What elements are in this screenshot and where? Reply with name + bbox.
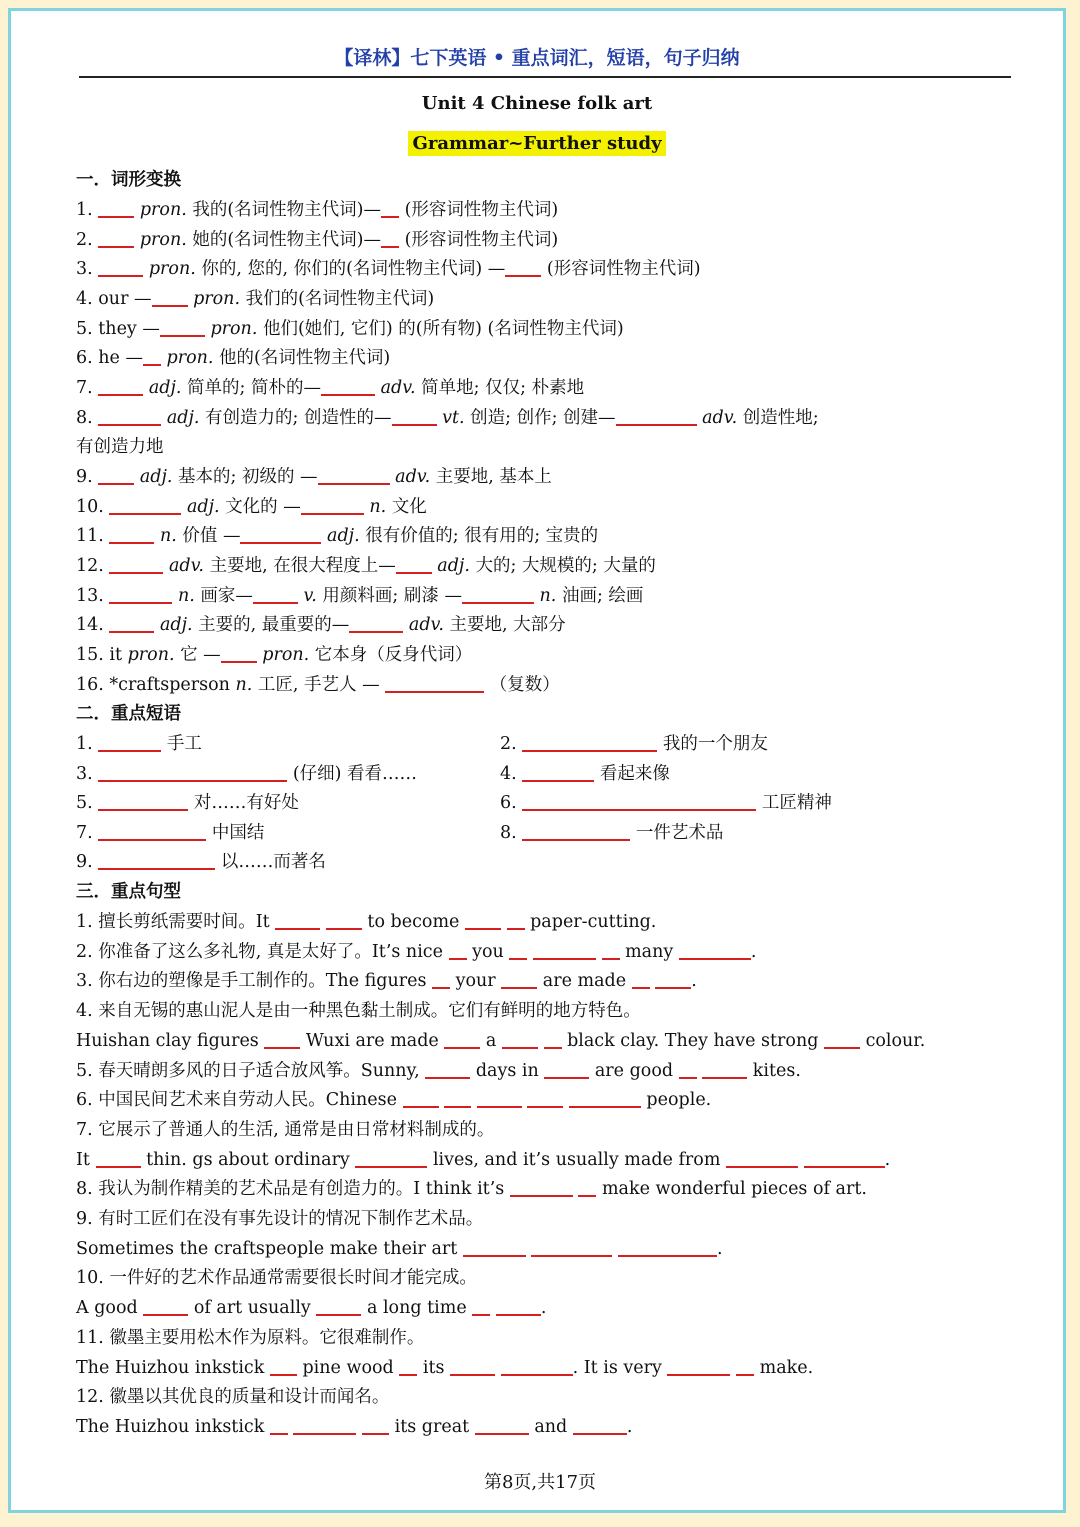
answer-blank[interactable] — [449, 940, 467, 960]
answer-blank[interactable] — [507, 910, 525, 930]
phrase-item: 7. 中国结 — [76, 823, 265, 843]
answer-blank[interactable] — [444, 1029, 480, 1049]
sentence-item: Sometimes the craftspeople make their art . — [76, 1239, 723, 1259]
sentence-item: 3. 你右边的塑像是手工制作的。The figures your are made . — [76, 971, 697, 991]
vocab-item: 有创造力地 — [76, 437, 164, 457]
section-heading-vocab: 一．词形变换 — [76, 170, 181, 190]
answer-blank[interactable] — [477, 1088, 522, 1108]
vocab-item: 14. adj. 主要的, 最重要的— adv. 主要地, 大部分 — [76, 615, 566, 635]
sentence-item: 10. 一件好的艺术作品通常需要很长时间才能完成。 — [76, 1268, 477, 1288]
answer-blank[interactable] — [399, 1356, 417, 1376]
answer-blank[interactable] — [702, 1059, 747, 1079]
answer-blank[interactable] — [160, 317, 205, 337]
answer-blank[interactable] — [444, 1088, 471, 1108]
answer-blank[interactable] — [98, 732, 161, 752]
vocab-item: 15. it pron. 它 — pron. 它本身（反身代词） — [76, 645, 473, 665]
answer-blank[interactable] — [425, 1059, 470, 1079]
answer-blank[interactable] — [98, 198, 134, 218]
vocab-item: 5. they — pron. 他们(她们, 它们) 的(所有物) (名词性物主代词) — [76, 319, 624, 339]
phrase-item: 2. 我的一个朋友 — [500, 734, 768, 754]
answer-blank[interactable] — [270, 1415, 288, 1435]
answer-blank[interactable] — [804, 1148, 885, 1168]
vocab-item: 1. pron. 我的(名词性物主代词)— (形容词性物主代词) — [76, 200, 559, 220]
answer-blank[interactable] — [679, 1059, 697, 1079]
page-number: 第8页,共17页 — [483, 1472, 597, 1493]
answer-blank[interactable] — [533, 940, 596, 960]
sentence-item: 1. 擅长剪纸需要时间。It to become paper-cutting. — [76, 912, 657, 932]
answer-blank[interactable] — [270, 1356, 297, 1376]
answer-blank[interactable] — [381, 198, 399, 218]
answer-blank[interactable] — [522, 762, 594, 782]
answer-blank[interactable] — [301, 495, 364, 515]
answer-blank[interactable] — [531, 1237, 612, 1257]
answer-blank[interactable] — [96, 1148, 141, 1168]
answer-blank[interactable] — [355, 1148, 427, 1168]
answer-blank[interactable] — [240, 524, 321, 544]
vocab-item: 16. *craftsperson n. 工匠, 手艺人 — （复数） — [76, 675, 560, 695]
answer-blank[interactable] — [403, 1088, 439, 1108]
answer-blank[interactable] — [502, 1029, 538, 1049]
answer-blank[interactable] — [501, 969, 537, 989]
answer-blank[interactable] — [321, 376, 375, 396]
vocab-item: 8. adj. 有创造力的; 创造性的— vt. 创造; 创作; 创建— adv. 创造性地; — [76, 408, 819, 428]
sentence-item: 6. 中国民间艺术来自劳动人民。Chinese people. — [76, 1090, 712, 1110]
answer-blank[interactable] — [143, 346, 161, 366]
vocab-item: 6. he — pron. 他的(名词性物主代词) — [76, 348, 391, 368]
vocab-item: 7. adj. 简单的; 简朴的— adv. 简单地; 仅仅; 朴素地 — [76, 378, 585, 398]
answer-blank[interactable] — [522, 821, 630, 841]
answer-blank[interactable] — [109, 584, 172, 604]
answer-blank[interactable] — [501, 1356, 573, 1376]
answer-blank[interactable] — [655, 969, 691, 989]
answer-blank[interactable] — [381, 228, 399, 248]
answer-blank[interactable] — [326, 910, 362, 930]
answer-blank[interactable] — [465, 910, 501, 930]
answer-blank[interactable] — [569, 1088, 641, 1108]
answer-blank[interactable] — [143, 1296, 188, 1316]
answer-blank[interactable] — [726, 1148, 798, 1168]
vocab-item: 11. n. 价值 — adj. 很有价值的; 很有用的; 宝贵的 — [76, 526, 599, 546]
answer-blank[interactable] — [578, 1177, 596, 1197]
answer-blank[interactable] — [221, 643, 257, 663]
phrase-item: 3. (仔细) 看看…… — [76, 764, 418, 784]
vocab-item: 3. pron. 你的, 您的, 你们的(名词性物主代词) — (形容词性物主代词) — [76, 259, 701, 279]
answer-blank[interactable] — [293, 1415, 356, 1435]
answer-blank[interactable] — [475, 1415, 529, 1435]
unit-title: Unit 4 Chinese folk art — [421, 93, 653, 114]
header-rule — [79, 76, 1011, 78]
answer-blank[interactable] — [432, 969, 450, 989]
answer-blank[interactable] — [573, 1415, 627, 1435]
answer-blank[interactable] — [98, 257, 143, 277]
vocab-item: 4. our — pron. 我们的(名词性物主代词) — [76, 289, 435, 309]
answer-blank[interactable] — [736, 1356, 754, 1376]
answer-blank[interactable] — [152, 287, 188, 307]
answer-blank[interactable] — [98, 821, 206, 841]
vocab-item: 12. adv. 主要地, 在很大程度上— adj. 大的; 大规模的; 大量的 — [76, 556, 656, 576]
answer-blank[interactable] — [544, 1029, 562, 1049]
vocab-item: 2. pron. 她的(名词性物主代词)— (形容词性物主代词) — [76, 230, 559, 250]
phrase-item: 8. 一件艺术品 — [500, 823, 724, 843]
header-title: 【译林】七下英语 • 重点词汇，短语，句子归纳 — [334, 47, 740, 69]
vocab-item: 10. adj. 文化的 — n. 文化 — [76, 497, 427, 517]
phrase-item: 6. 工匠精神 — [500, 793, 832, 813]
answer-blank[interactable] — [275, 910, 320, 930]
answer-blank[interactable] — [316, 1296, 361, 1316]
sentence-item: The Huizhou inkstick pine wood its . It is very make. — [76, 1358, 814, 1378]
sentence-item: It thin. gs about ordinary lives, and it’s usually made from . — [76, 1150, 891, 1170]
answer-blank[interactable] — [616, 406, 697, 426]
answer-blank[interactable] — [98, 762, 287, 782]
sentence-item: 7. 它展示了普通人的生活, 通常是由日常材料制成的。 — [76, 1120, 495, 1140]
answer-blank[interactable] — [824, 1029, 860, 1049]
answer-blank[interactable] — [98, 850, 215, 870]
section-heading-sentences: 三．重点句型 — [76, 882, 181, 902]
answer-blank[interactable] — [667, 1356, 730, 1376]
answer-blank[interactable] — [264, 1029, 300, 1049]
sentence-item: 11. 徽墨主要用松木作为原料。它很难制作。 — [76, 1328, 425, 1348]
answer-blank[interactable] — [98, 376, 143, 396]
answer-blank[interactable] — [679, 940, 751, 960]
sentence-item: Huishan clay figures Wuxi are made a black clay. They have strong colour. — [76, 1031, 926, 1051]
vocab-item: 13. n. 画家— v. 用颜料画; 刷漆 — n. 油画; 绘画 — [76, 586, 644, 606]
answer-blank[interactable] — [98, 465, 134, 485]
answer-blank[interactable] — [318, 465, 390, 485]
lesson-subtitle: Grammar~Further study — [408, 131, 665, 156]
answer-blank[interactable] — [109, 495, 181, 515]
phrase-item: 1. 手工 — [76, 734, 202, 754]
answer-blank[interactable] — [253, 584, 298, 604]
answer-blank[interactable] — [527, 1088, 563, 1108]
answer-blank[interactable] — [385, 673, 484, 693]
answer-blank[interactable] — [510, 1177, 573, 1197]
answer-blank[interactable] — [618, 1237, 717, 1257]
answer-blank[interactable] — [496, 1296, 541, 1316]
answer-blank[interactable] — [109, 524, 154, 544]
answer-blank[interactable] — [602, 940, 620, 960]
answer-blank[interactable] — [98, 791, 188, 811]
answer-blank[interactable] — [632, 969, 650, 989]
sentence-item: A good of art usually a long time . — [76, 1298, 547, 1318]
answer-blank[interactable] — [462, 584, 534, 604]
answer-blank[interactable] — [522, 732, 657, 752]
answer-blank[interactable] — [362, 1415, 389, 1435]
answer-blank[interactable] — [509, 940, 527, 960]
phrase-item: 9. 以……而著名 — [76, 852, 326, 872]
sentence-item: 12. 徽墨以其优良的质量和设计而闻名。 — [76, 1387, 390, 1407]
sentence-item: 9. 有时工匠们在没有事先设计的情况下制作艺术品。 — [76, 1209, 484, 1229]
section-heading-phrases: 二．重点短语 — [76, 704, 181, 724]
sentence-item: 5. 春天晴朗多风的日子适合放风筝。Sunny, days in are good kites. — [76, 1061, 801, 1081]
answer-blank[interactable] — [349, 613, 403, 633]
sentence-item: The Huizhou inkstick its great and . — [76, 1417, 633, 1437]
phrase-item: 5. 对……有好处 — [76, 793, 299, 813]
answer-blank[interactable] — [392, 406, 437, 426]
answer-blank[interactable] — [98, 228, 134, 248]
answer-blank[interactable] — [109, 554, 163, 574]
answer-blank[interactable] — [544, 1059, 589, 1079]
answer-blank[interactable] — [450, 1356, 495, 1376]
answer-blank[interactable] — [396, 554, 432, 574]
answer-blank[interactable] — [505, 257, 541, 277]
vocab-item: 9. adj. 基本的; 初级的 — adv. 主要地, 基本上 — [76, 467, 552, 487]
answer-blank[interactable] — [522, 791, 756, 811]
answer-blank[interactable] — [463, 1237, 526, 1257]
answer-blank[interactable] — [98, 406, 161, 426]
answer-blank[interactable] — [472, 1296, 490, 1316]
sentence-item: 4. 来自无锡的惠山泥人是由一种黑色黏土制成。它们有鲜明的地方特色。 — [76, 1001, 641, 1021]
sentence-item: 2. 你准备了这么多礼物, 真是太好了。It’s nice you many . — [76, 942, 757, 962]
answer-blank[interactable] — [109, 613, 154, 633]
sentence-item: 8. 我认为制作精美的艺术品是有创造力的。I think it’s make wonderful pieces of art. — [76, 1179, 867, 1199]
phrase-item: 4. 看起来像 — [500, 764, 670, 784]
